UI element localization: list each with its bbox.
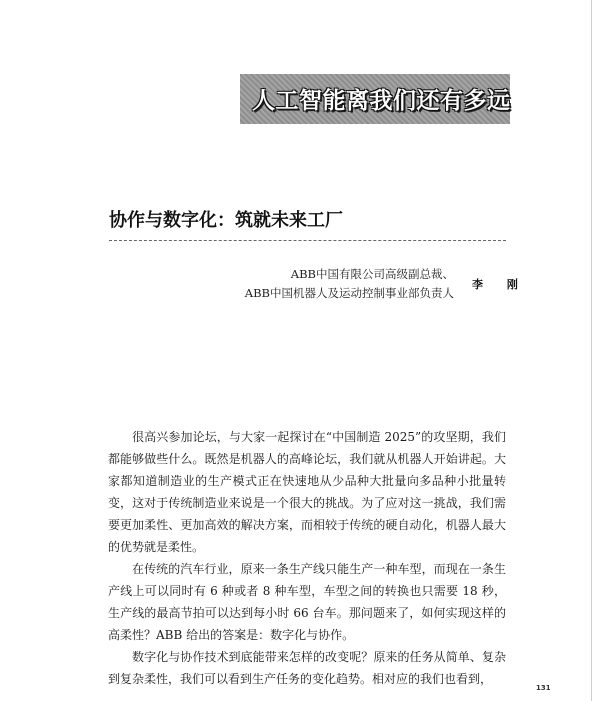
- article-title: 协作与数字化：筑就未来工厂: [109, 210, 343, 231]
- body-paragraph: 很高兴参加论坛，与大家一起探讨在“中国制造 2025”的攻坚期，我们都能够做些什么。既然是机器人的高峰论坛，我们就从机器人开始讲起。大家都知道制造业的生产模式正在快速地从少品种大批量向多品种小批量转变，这对于传统制造业来说是一个很大的挑战。为了应对这一挑战，我们需要更加柔性、更加高效的解决方案，而相较于传统的硬自动化，机器人最大的优势就是柔性。: [108, 430, 506, 554]
- author-affiliation-line: ABB中国机器人及运动控制事业部负责人: [244, 286, 454, 300]
- page-edge-line: [591, 0, 592, 701]
- title-divider: [109, 240, 506, 241]
- author-affiliation-line: ABB中国有限公司高级副总裁、: [290, 267, 454, 281]
- article-body: [108, 426, 506, 690]
- body-paragraph: 数字化与协作技术到底能带来怎样的改变呢？原来的任务从简单、复杂到复杂柔性，我们可以看到生产任务的变化趋势。相对应的我们也看到，: [108, 650, 506, 686]
- section-title: 人工智能离我们还有多远: [252, 88, 511, 114]
- body-paragraph: 在传统的汽车行业，原来一条生产线只能生产一种车型，而现在一条生产线上可以同时有 6 种或者 8 种车型，车型之间的转换也只需要 18 秒，生产线的最高节拍可以达到每小时 66 台车。那问题来了，如何实现这样的高柔性？ABB 给出的答案是：数字化与协作。: [108, 562, 506, 642]
- section-banner: [240, 74, 510, 124]
- author-affiliations: [245, 265, 454, 303]
- author-name: 李 刚: [472, 278, 528, 291]
- page-number: 131: [536, 684, 551, 692]
